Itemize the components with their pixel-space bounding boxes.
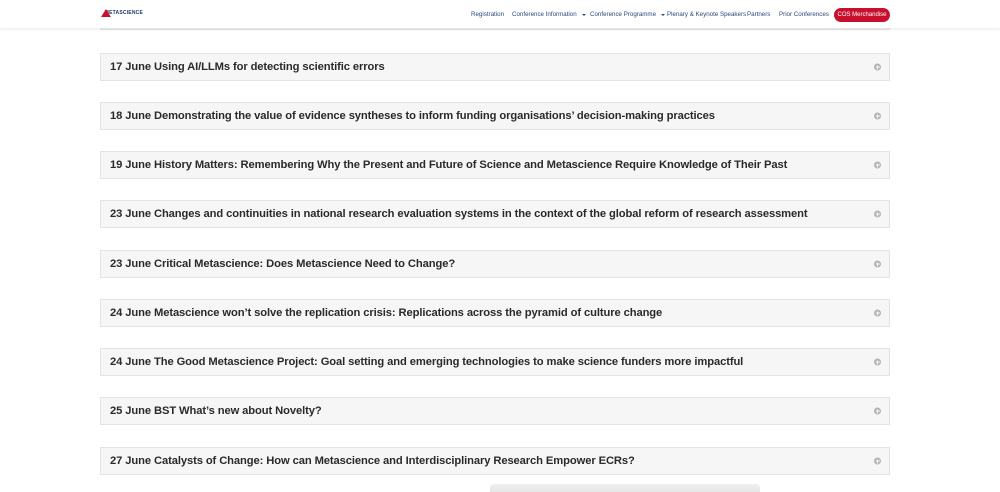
expand-plus-icon[interactable]: [874, 408, 881, 415]
nav-partners[interactable]: Partners: [747, 11, 771, 18]
accordion-item[interactable]: [100, 200, 890, 228]
expand-plus-icon[interactable]: [874, 211, 881, 218]
expand-plus-icon[interactable]: [874, 113, 881, 120]
session-title: 27 June Catalysts of Change: How can Metascience and Interdisciplinary Research Empower ECRs?: [110, 455, 635, 467]
nav-registration[interactable]: Registration: [471, 11, 505, 18]
chevron-down-icon: [661, 14, 665, 16]
logo-icon: [101, 8, 103, 18]
session-title: 18 June Demonstrating the value of evidence syntheses to inform funding organisations’ decision-making practices: [110, 110, 715, 122]
site-header: [0, 0, 1000, 28]
accordion-item[interactable]: [100, 151, 890, 179]
accordion-item[interactable]: [100, 397, 890, 425]
bottom-panel-edge: [490, 484, 760, 492]
expand-plus-icon[interactable]: [874, 261, 881, 268]
session-title: 19 June History Matters: Remembering Why the Present and Future of Science and Metascience Require Knowledge of Their Past: [110, 159, 788, 171]
accordion-item[interactable]: [100, 447, 890, 475]
accordion-item[interactable]: [100, 102, 890, 130]
session-title: 24 June The Good Metascience Project: Goal setting and emerging technologies to make science funders more impactful: [110, 356, 744, 368]
nav-prior-conferences[interactable]: Prior Conferences: [779, 11, 829, 18]
expand-plus-icon[interactable]: [874, 458, 881, 465]
session-title: 23 June Critical Metascience: Does Metascience Need to Change?: [110, 258, 456, 270]
logo-text: METASCIENCE: [104, 9, 143, 16]
accordion-item[interactable]: [100, 250, 890, 278]
expand-plus-icon[interactable]: [874, 64, 881, 71]
accordion-item[interactable]: [100, 53, 890, 81]
accordion-item[interactable]: [100, 299, 890, 327]
nav-plenary-keynote-speakers[interactable]: Plenary & Keynote Speakers: [667, 11, 747, 18]
chevron-down-icon: [582, 14, 586, 16]
cos-merchandise-button[interactable]: COS Merchandise: [834, 8, 890, 22]
site-logo[interactable]: [101, 7, 143, 19]
nav-conference-programme[interactable]: Conference Programme: [590, 11, 665, 18]
expand-plus-icon[interactable]: [874, 310, 881, 317]
session-title: 25 June BST What’s new about Novelty?: [110, 405, 322, 417]
expand-plus-icon[interactable]: [874, 359, 881, 366]
session-title: 17 June Using AI/LLMs for detecting scientific errors: [110, 61, 385, 73]
session-title: 24 June Metascience won’t solve the replication crisis: Replications across the pyramid of culture change: [110, 307, 663, 319]
nav-conference-information[interactable]: Conference Information: [512, 11, 586, 18]
accordion-item[interactable]: [100, 348, 890, 376]
expand-plus-icon[interactable]: [874, 162, 881, 169]
session-title: 23 June Changes and continuities in national research evaluation systems in the context of the global reform of research assessment: [110, 208, 808, 220]
